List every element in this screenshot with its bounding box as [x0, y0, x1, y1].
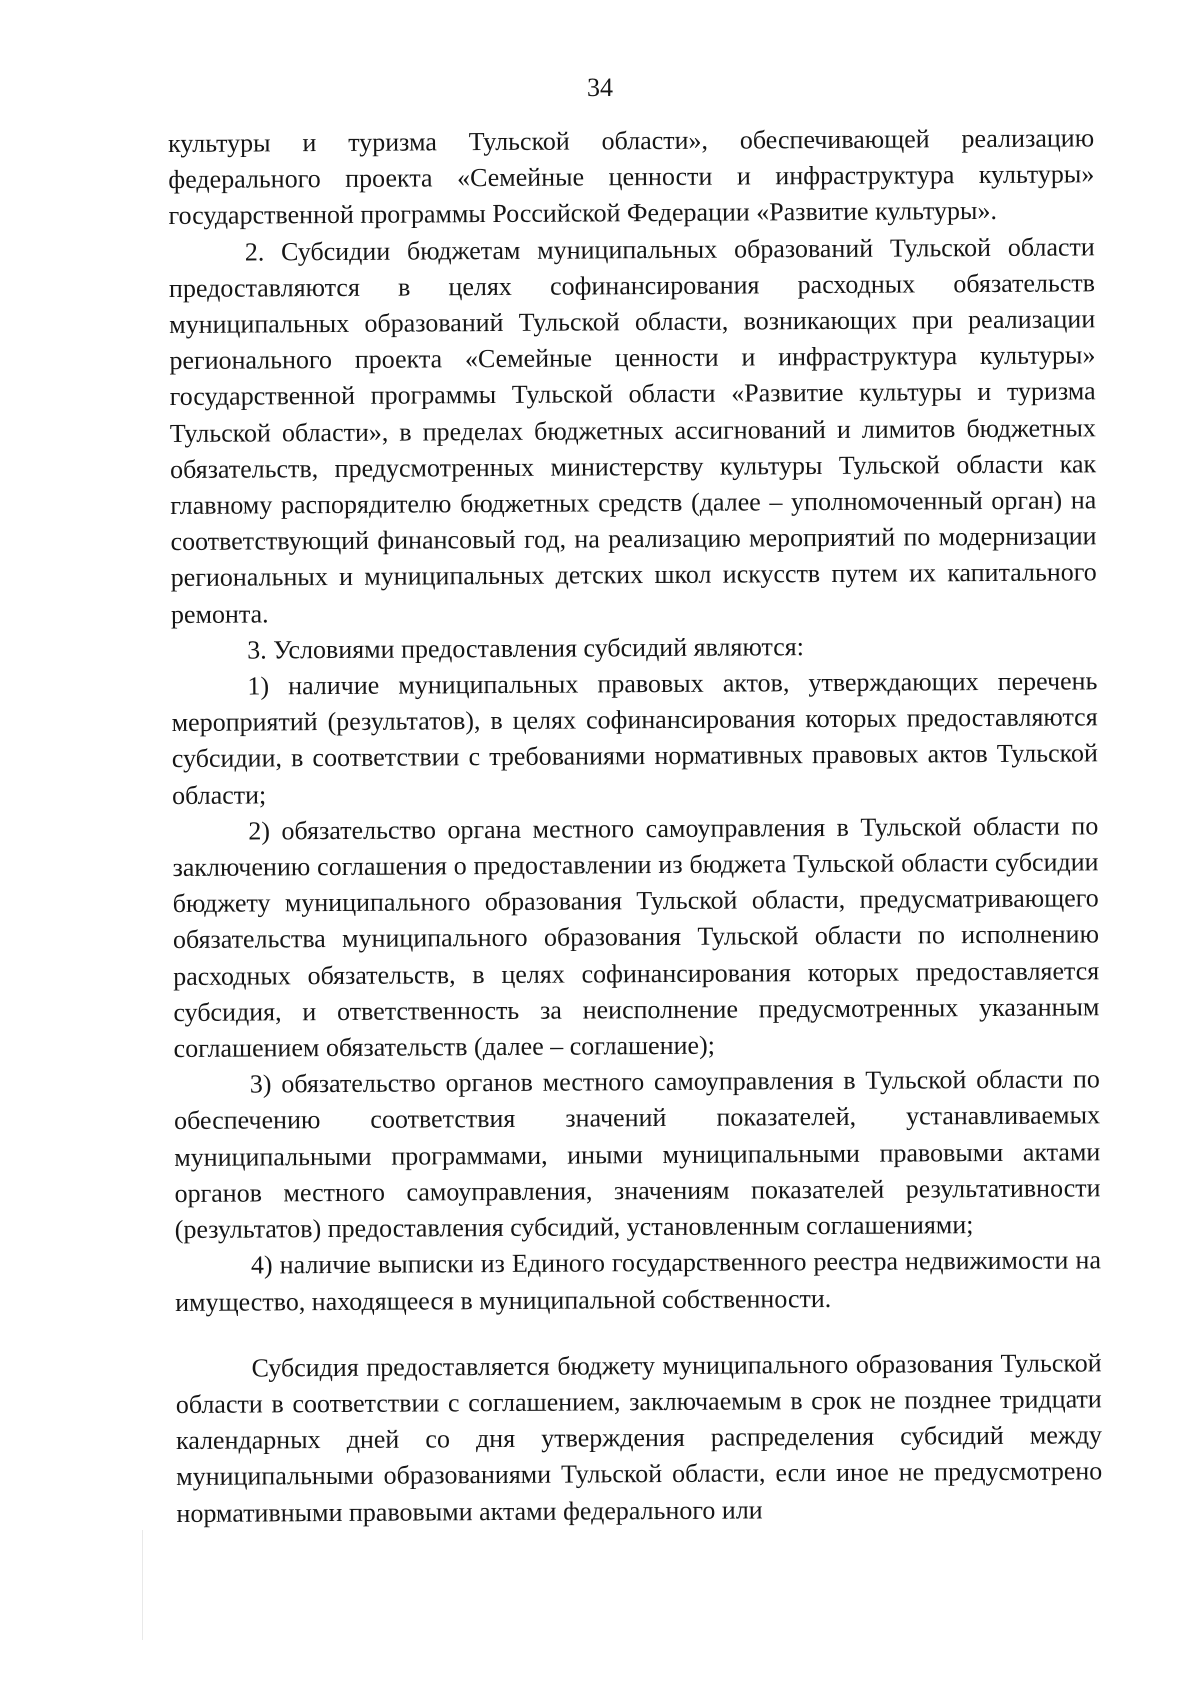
paragraph-condition-2: 2) обязательство органа местного самоуправления в Тульской области по заключению соглашения о предоставлении из бюджета Тульской области субсидии бюджету муниципального образования Тульской области, предусматривающего обязательства муниципального образования Тульской области по исполнению расходных обязательств, в целях софинансирования которых предоставляется субсидия, и ответственность за неисполнение предусмотренных указанным соглашением обязательств (далее – соглашение); [172, 811, 1100, 1064]
paragraph-condition-4: 4) наличие выписки из Единого государственного реестра недвижимости на имущество, находящееся в муниципальной собственности. [175, 1245, 1102, 1317]
paragraph-subsidy-agreement: Субсидия предоставляется бюджету муниципального образования Тульской области в соответствии с соглашением, заключаемым в срок не позднее тридцати календарных дней со дня утверждения распределения субсидий между муниципальными образованиями Тульской области, если иное не предусмотрено нормативными правовыми актами федерального или [175, 1348, 1103, 1528]
paragraph-clause-3: 3. Условиями предоставления субсидий являются: [247, 631, 804, 665]
paragraph-continuation: культуры и туризма Тульской области», обеспечивающей реализацию федерального проекта «Семейные ценности и инфраструктура культуры» государственной программы Российской Федерации «Развитие культуры». [168, 123, 1095, 231]
paragraph-clause-2: 2. Субсидии бюджетам муниципальных образований Тульской области предоставляются в целях софинансирования расходных обязательств муниципальных образований Тульской области, возникающих при реализации регионального проекта «Семейные ценности и инфраструктура культуры» государственной программы Тульской области «Развитие культуры и туризма Тульской области», в пределах бюджетных ассигнований и лимитов бюджетных обязательств, предусмотренных министерству культуры Тульской области как главному распорядителю бюджетных средств (далее – уполномоченный орган) на соответствующий финансовый год, на реализацию мероприятий по модернизации региональных и муниципальных детских школ искусств путем их капитального ремонта. [168, 231, 1097, 629]
paragraph-condition-1: 1) наличие муниципальных правовых актов, утверждающих перечень мероприятий (результатов), в целях софинансирования которых предоставляются субсидии, в соответствии с требованиями нормативных правовых актов Тульской области; [171, 666, 1098, 810]
scan-edge-mark [142, 1530, 143, 1640]
paragraph-condition-3: 3) обязательство органов местного самоуправления в Тульской области по обеспечению соответствия значений показателей, устанавливаемых муниципальными программами, иными муниципальными правовыми актами органов местного самоуправления, значениям показателей результативности (результатов) предоставления субсидий, установленным соглашениями; [173, 1064, 1101, 1245]
page-number: 34 [587, 73, 613, 102]
document-body [168, 120, 1103, 1531]
